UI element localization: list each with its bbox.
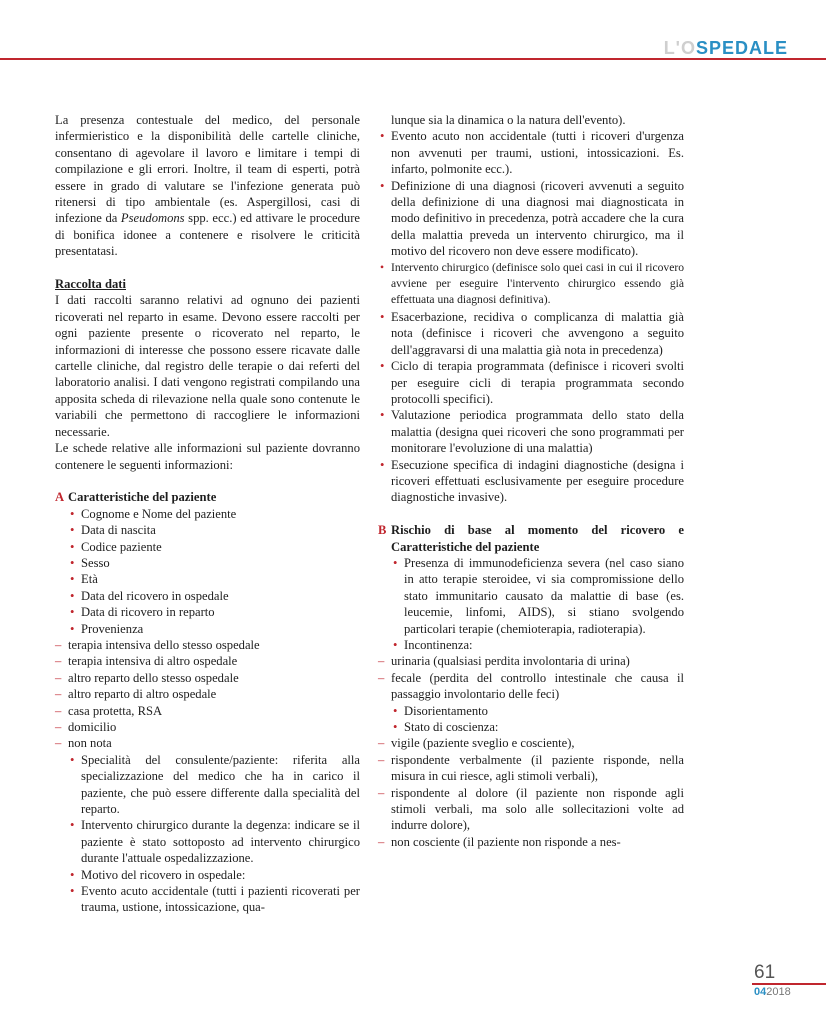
section-b-list [378,555,684,850]
list-subitem: – urinaria (qualsiasi perdita involontaria di urina) [378,653,684,669]
issue-label: 042018 [754,986,791,998]
list-item: • Valutazione periodica programmata dello stato della malattia (designa quei ricoveri che sono programmati per monitorare l'evoluzione di una malattia) [378,407,684,456]
list-subitem: – fecale (perdita del controllo intestinale che causa il passaggio involontario delle feci) [378,670,684,703]
list-item: • Stato di coscienza: [391,719,684,735]
right-column [378,112,684,850]
list-item: • Data di nascita [68,522,360,538]
list-item: • Evento acuto accidentale (tutti i pazienti ricoverati per trauma, ustione, intossicazione, qua- [68,883,360,916]
list-subitem: – domicilio [55,719,360,735]
page-number: 61 [754,962,776,983]
list-item: • Disorientamento [391,703,684,719]
footer-rule [752,983,826,985]
list-item: • Esecuzione specifica di indagini diagnostiche (designa i ricoveri effettuati esclusivamente per eseguire procedure diagnostiche invasive). [378,457,684,506]
list-item: • Incontinenza: [391,637,684,653]
list-item: • Codice paziente [68,539,360,555]
ricovero-reasons-list [378,128,684,505]
list-item: • Data del ricovero in ospedale [68,588,360,604]
schede-paragraph: Le schede relative alle informazioni sul paziente dovranno contenere le seguenti informazioni: [55,441,360,472]
list-item: • Cognome e Nome del paziente [68,506,360,522]
list-subitem: – rispondente al dolore (il paziente non risponde agli stimoli verbali, ma solo alle sollecitazioni volte ad indurre dolore), [378,785,684,834]
list-item: • Specialità del consulente/paziente: riferita alla specializzazione del medico che ha in carico il paziente, che può essere differente dalla specialità del reparto. [68,752,360,818]
list-subitem: – altro reparto dello stesso ospedale [55,670,360,686]
section-a-list [55,506,360,916]
list-subitem: – non cosciente (il paziente non risponde a nes- [378,834,684,850]
list-item: • Motivo del ricovero in ospedale: [68,867,360,883]
list-item: • Definizione di una diagnosi (ricoveri avvenuti a seguito della definizione di una diagnosi mai diagnosticata in modo definitivo in precedenza, potrà accadere che la cura della malattia preveda un intervento chirurgico, ma il motivo del ricovero non deve essere modificato). [378,178,684,260]
list-subitem: – non nota [55,735,360,751]
left-column [55,112,360,916]
section-b-heading: B Rischio di base al momento del ricovero e Caratteristiche del paziente [378,523,684,554]
raccolta-dati-paragraph: I dati raccolti saranno relativi ad ognuno dei pazienti ricoverati nel reparto in esame. Devono essere raccolti per ogni paziente presente o ricoverato nel reparto, le informazioni di interesse che possono essere ricavate dalle cartelle cliniche, dal registro delle terapie o dai referti del laboratorio analisi. I dati vengono registrati compilando una apposita scheda di rilevazione nella quale sono contenute le variabili che permettono di raccogliere le informazioni necessarie. [55,293,360,439]
list-subitem: – terapia intensiva di altro ospedale [55,653,360,669]
list-item: • Esacerbazione, recidiva o complicanza di malattia già nota (definisce i ricoveri che avvengono a seguito dell'aggravarsi di una malattia già nota in precedenza) [378,309,684,358]
list-subitem: – vigile (paziente sveglio e cosciente), [378,735,684,751]
list-item: • Età [68,571,360,587]
list-item: • Data di ricovero in reparto [68,604,360,620]
list-item: • Evento acuto non accidentale (tutti i ricoveri d'urgenza non avvenuti per traumi, ustioni, intossicazioni. Es. infarto, polmonite ecc.). [378,128,684,177]
list-item: • Sesso [68,555,360,571]
list-item: • Provenienza [68,621,360,637]
list-subitem: – altro reparto di altro ospedale [55,686,360,702]
masthead-logo: L'OSPEDALE [663,38,788,58]
list-item: • Intervento chirurgico (definisce solo quei casi in cui il ricovero avviene per eseguire l'intervento chirurgico essendo già effettuata una diagnosi definitiva). [378,260,684,309]
list-item: • Ciclo di terapia programmata (definisce i ricoveri svolti per eseguire cicli di terapia programmata secondo protocolli specifici). [378,358,684,407]
list-subitem: – casa protetta, RSA [55,703,360,719]
section-a-heading: A Caratteristiche del paziente [55,490,217,505]
raccolta-dati-heading: Raccolta dati [55,277,126,292]
list-subitem: – rispondente verbalmente (il paziente risponde, nella misura in cui riesce, agli stimoli verbali), [378,752,684,785]
list-item: • Presenza di immunodeficienza severa (nel caso siano in atto terapie steroidee, vi sia compromissione dello stato immunitario causato da malattie di base (es. leucemie, linfomi, AIDS), si stiano svolgendo particolari terapie (chemioterapia, radioterapia). [391,555,684,637]
list-subitem: – terapia intensiva dello stesso ospedale [55,637,360,653]
list-item: • Intervento chirurgico durante la degenza: indicare se il paziente è stato sottoposto ad intervento chirurgico durante l'attuale ospedalizzazione. [68,817,360,866]
intro-paragraph: La presenza contestuale del medico, del personale infermieristico e la disponibilità delle cartelle cliniche, consentano di agevolare il lavoro e limitare i tempi di compilazione e gli errori. Inoltre, il team di esperti, potrà essere in grado di valutare se l'infezione generata può ritenersi di tipo ambientale (es. Aspergillosi, casi di infezione da Pseudomons spp. ecc.) ed attivare le procedure di bonifica idonee a contenere e risolvere le criticità presentatasi. [55,113,360,259]
continued-text: lunque sia la dinamica o la natura dell'evento). [391,113,626,127]
